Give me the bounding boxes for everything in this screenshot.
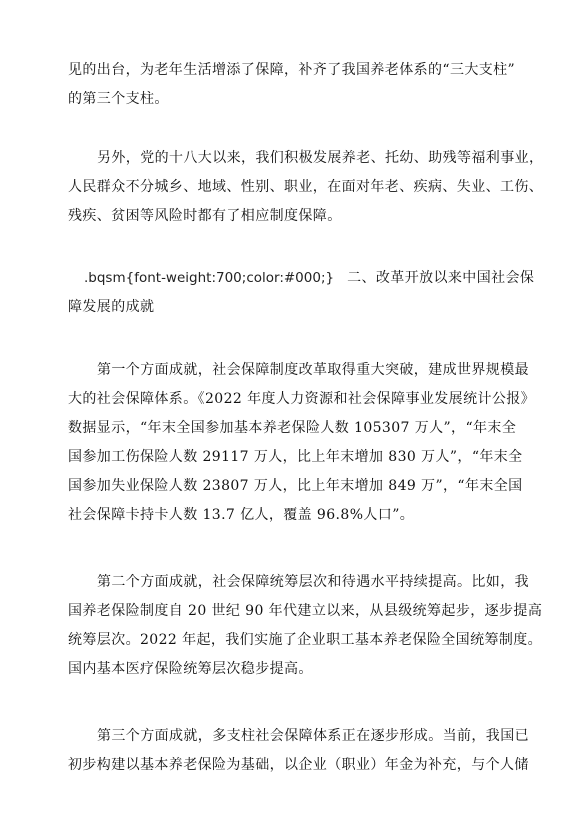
heading-title: 二、改革开放以来中国社会保	[347, 270, 535, 286]
text-line: 大的社会保障体系。《2022 年度人力资源和社会保障事业发展统计公报》	[68, 391, 536, 407]
text-line: 第三个方面成就，多支柱社会保障体系正在逐步形成。当前，我国已	[97, 728, 529, 744]
paragraph-welfare	[68, 144, 544, 231]
text-line: 另外，党的十八大以来，我们积极发展养老、托幼、助残等福利事业，	[97, 150, 544, 166]
text-line: 初步构建以基本养老保险为基础，以企业（职业）年金为补充，与个人储	[68, 757, 529, 773]
text-line: 人民群众不分城乡、地域、性别、职业，在面对年老、疾病、失业、工伤、	[68, 179, 544, 195]
text-line: 第二个方面成就，社会保障统筹层次和待遇水平持续提高。比如，我	[97, 574, 529, 590]
text-line: 第一个方面成就，社会保障制度改革取得重大突破，建成世界规模最	[97, 362, 529, 378]
section-heading	[68, 264, 535, 322]
heading-line	[68, 264, 535, 293]
paragraph-pension-pillar	[68, 56, 516, 114]
css-code-text: .bqsm{font-weight:700;color:#000;}	[84, 270, 335, 286]
text-line: 的第三个支柱。	[68, 91, 169, 107]
text-line: 国参加工伤保险人数 29117 万人，比上年末增加 830 万人”，“年末全	[68, 449, 523, 465]
text-line: 国内基本医疗保险统筹层次稳步提高。	[68, 661, 313, 677]
text-line: 社会保障卡持卡人数 13.7 亿人，覆盖 96.8%人口”。	[68, 507, 415, 523]
text-line: 见的出台，为老年生活增添了保障，补齐了我国养老体系的“三大支柱”	[68, 62, 516, 78]
paragraph-achievement-3	[68, 722, 529, 780]
paragraph-achievement-1	[68, 356, 536, 530]
text-line: 残疾、贫困等风险时都有了相应制度保障。	[68, 208, 342, 224]
text-line: 国养老保险制度自 20 世纪 90 年代建立以来，从县级统筹起步，逐步提高	[68, 603, 543, 619]
heading-line: 障发展的成就	[68, 299, 155, 315]
text-line: 数据显示，“年末全国参加基本养老保险人数 105307 万人”，“年末全	[68, 420, 517, 436]
text-line: 国参加失业保险人数 23807 万人，比上年末增加 849 万”，“年末全国	[68, 478, 523, 494]
text-line: 统筹层次。2022 年起，我们实施了企业职工基本养老保险全国统筹制度。	[68, 632, 543, 648]
paragraph-achievement-2	[68, 568, 543, 684]
